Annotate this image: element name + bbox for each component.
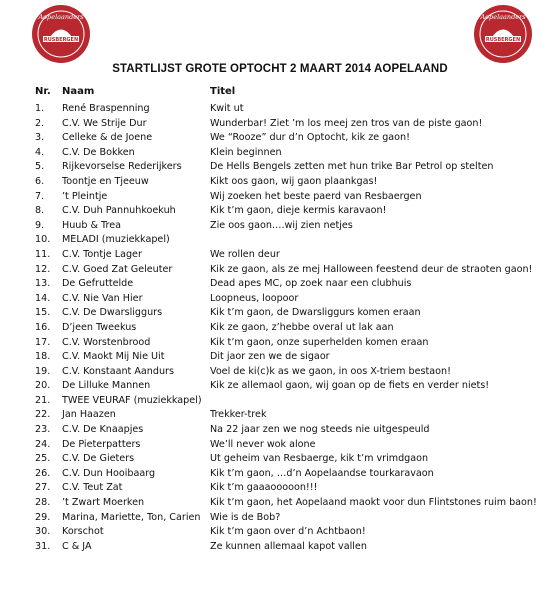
table-header <box>0 86 560 100</box>
table-row <box>0 190 560 205</box>
table-row <box>0 481 560 496</box>
row-nr: 30. <box>35 526 51 538</box>
row-nr: 26. <box>35 467 51 479</box>
row-naam: C.V. Nie Van Hier <box>62 292 143 304</box>
logo-right <box>473 4 533 64</box>
table-row <box>0 175 560 190</box>
table-row <box>0 292 560 307</box>
table-row <box>0 248 560 263</box>
row-titel: Kik t’m gaon, …d’n Aopelaandse tourkaravaon <box>210 467 434 479</box>
row-naam: ’t Pleintje <box>62 190 108 202</box>
table-row <box>0 336 560 351</box>
row-naam: De Pieterpatters <box>62 438 141 450</box>
row-naam: C.V. Konstaant Aandurs <box>62 365 174 377</box>
row-nr: 1. <box>35 103 45 114</box>
row-titel: Kik t’m gaon, het Aopelaand maokt voor dun Flintstones ruim baon! <box>210 497 537 509</box>
table-row <box>0 277 560 292</box>
row-titel: Trekker-trek <box>210 409 267 421</box>
row-naam: C.V. Duh Pannuhkoekuh <box>62 205 176 217</box>
table-row <box>0 467 560 482</box>
row-nr: 4. <box>35 146 45 158</box>
table-row <box>0 204 560 219</box>
row-naam: Rijkevorselse Rederijkers <box>62 161 182 173</box>
table-row <box>0 219 560 234</box>
row-titel: Kik ze gaon, z’hebbe overal ut lak aan <box>210 321 394 333</box>
row-nr: 5. <box>35 161 45 173</box>
row-titel: Na 22 jaar zen we nog steeds nie uitgespeuld <box>210 424 430 436</box>
row-nr: 6. <box>35 175 45 187</box>
row-nr: 23. <box>35 424 51 436</box>
row-titel: Kwit ut <box>210 103 244 114</box>
table-row <box>0 511 560 526</box>
row-nr: 16. <box>35 321 51 333</box>
row-titel: Ut geheim van Resbaerge, kik t’m vrimdgaon <box>210 453 429 465</box>
table-row <box>0 117 560 132</box>
row-nr: 25. <box>35 453 51 465</box>
row-naam: C.V. De Knaapjes <box>62 424 144 436</box>
svg-text:RUSBERGEN: RUSBERGEN <box>43 37 79 43</box>
row-naam: C.V. Teut Zat <box>62 482 123 494</box>
row-naam: C.V. Dun Hooibaarg <box>62 467 156 479</box>
table-row <box>0 452 560 467</box>
row-nr: 19. <box>35 365 51 377</box>
aopelaanders-logo-icon <box>473 4 533 64</box>
svg-text:Aopelaanders: Aopelaanders <box>38 13 84 21</box>
row-titel: We “Rooze” dur d’n Optocht, kik ze gaon! <box>210 132 410 144</box>
row-nr: 9. <box>35 219 45 231</box>
row-titel: Zie oos gaon….wij zien netjes <box>210 219 353 231</box>
table-row <box>0 306 560 321</box>
row-nr: 8. <box>35 205 45 217</box>
row-titel: Kik t’m gaon, onze superhelden komen eraan <box>210 336 429 348</box>
row-naam: Marina, Mariette, Ton, Carien <box>62 511 201 523</box>
table-row <box>0 408 560 423</box>
row-titel: Wij zoeken het beste paerd van Resbaergen <box>210 190 422 202</box>
row-naam: TWEE VEURAF (muziekkapel) <box>62 394 202 406</box>
start-list <box>0 102 560 554</box>
table-row <box>0 350 560 365</box>
row-naam: C.V. De Dwarsliggurs <box>62 307 163 319</box>
row-nr: 14. <box>35 292 51 304</box>
row-nr: 10. <box>35 234 51 246</box>
row-nr: 29. <box>35 511 51 523</box>
row-nr: 2. <box>35 117 45 129</box>
table-row <box>0 233 560 248</box>
row-titel: Kik t’m gaon over d’n Achtbaon! <box>210 526 366 538</box>
page-title: STARTLIJST GROTE OPTOCHT 2 MAART 2014 AOPELAAND <box>112 63 448 75</box>
row-nr: 21. <box>35 394 51 406</box>
table-row <box>0 438 560 453</box>
row-titel: Loopneus, loopoor <box>210 292 299 304</box>
row-nr: 22. <box>35 409 51 421</box>
svg-text:Aopelaanders: Aopelaanders <box>480 13 526 21</box>
table-row <box>0 525 560 540</box>
header-titel: Titel <box>210 86 236 97</box>
row-nr: 13. <box>35 278 51 290</box>
row-naam: ’t Zwart Moerken <box>62 497 145 509</box>
table-row <box>0 540 560 555</box>
table-row <box>0 146 560 161</box>
header-naam: Naam <box>62 86 95 97</box>
row-titel: Ze kunnen allemaal kapot vallen <box>210 540 367 552</box>
row-titel: We’ll never wok alone <box>210 438 316 450</box>
svg-text:RUSBERGEN: RUSBERGEN <box>485 37 521 43</box>
row-titel: Dit jaor zen we de sigaor <box>210 351 330 363</box>
row-titel: Kik t’m gaon, de Dwarsliggurs komen eraan <box>210 307 421 319</box>
logo-left <box>31 4 91 64</box>
row-titel: De Hells Bengels zetten met hun trike Bar Petrol op stelten <box>210 161 494 173</box>
row-naam: C.V. De Bokken <box>62 146 135 158</box>
row-naam: C.V. Maokt Mij Nie Uit <box>62 351 165 363</box>
aopelaanders-logo-icon <box>31 4 91 64</box>
row-nr: 20. <box>35 380 51 392</box>
table-row <box>0 131 560 146</box>
row-titel: Wunderbar! Ziet ’m los meej zen tros van de piste gaon! <box>210 117 483 129</box>
row-naam: D’jeen Tweekus <box>62 321 137 333</box>
row-titel: Dead apes MC, op zoek naar een clubhuis <box>210 278 412 290</box>
row-naam: C.V. De Gieters <box>62 453 135 465</box>
table-row <box>0 160 560 175</box>
table-row <box>0 379 560 394</box>
row-titel: Klein beginnen <box>210 146 282 158</box>
table-row <box>0 423 560 438</box>
table-row <box>0 394 560 409</box>
row-titel: Kik t’m gaon, dieje kermis karavaon! <box>210 205 387 217</box>
table-row <box>0 263 560 278</box>
row-naam: De Lilluke Mannen <box>62 380 151 392</box>
row-naam: MELADI (muziekkapel) <box>62 234 170 246</box>
row-nr: 17. <box>35 336 51 348</box>
row-nr: 24. <box>35 438 51 450</box>
row-nr: 28. <box>35 497 51 509</box>
row-titel: Kik ze allemaol gaon, wij goan op de fiets en verder niets! <box>210 380 490 392</box>
row-nr: 3. <box>35 132 45 144</box>
row-naam: De Gefruttelde <box>62 278 134 290</box>
row-nr: 11. <box>35 248 51 260</box>
row-titel: Kikt oos gaon, wij gaon plaankgas! <box>210 175 378 187</box>
row-titel: Kik ze gaon, als ze mej Halloween feestend deur de straoten gaon! <box>210 263 533 275</box>
row-nr: 12. <box>35 263 51 275</box>
row-naam: Korschot <box>62 526 104 538</box>
row-nr: 15. <box>35 307 51 319</box>
table-row <box>0 102 560 117</box>
row-naam: Jan Haazen <box>62 409 116 421</box>
row-titel: We rollen deur <box>210 248 280 260</box>
row-nr: 31. <box>35 540 51 552</box>
row-naam: C.V. Worstenbrood <box>62 336 151 348</box>
row-naam: Toontje en Tjeeuw <box>62 175 149 187</box>
row-naam: Celleke & de Joene <box>62 132 153 144</box>
row-titel: Kik t’m gaaaooooon!!! <box>210 482 318 494</box>
table-row <box>0 365 560 380</box>
row-naam: C & JA <box>62 540 92 552</box>
table-row <box>0 496 560 511</box>
header-nr: Nr. <box>35 86 51 97</box>
row-titel: Voel de ki(c)k as we gaon, in oos X-triem bestaon! <box>210 365 451 377</box>
row-nr: 18. <box>35 351 51 363</box>
row-naam: C.V. Tontje Lager <box>62 248 142 260</box>
row-naam: Huub & Trea <box>62 219 122 231</box>
row-titel: Wie is de Bob? <box>210 511 281 523</box>
row-naam: C.V. We Strije Dur <box>62 117 147 129</box>
row-naam: René Braspenning <box>62 103 150 114</box>
row-nr: 7. <box>35 190 45 202</box>
row-nr: 27. <box>35 482 51 494</box>
table-row <box>0 321 560 336</box>
row-naam: C.V. Goed Zat Geleuter <box>62 263 173 275</box>
